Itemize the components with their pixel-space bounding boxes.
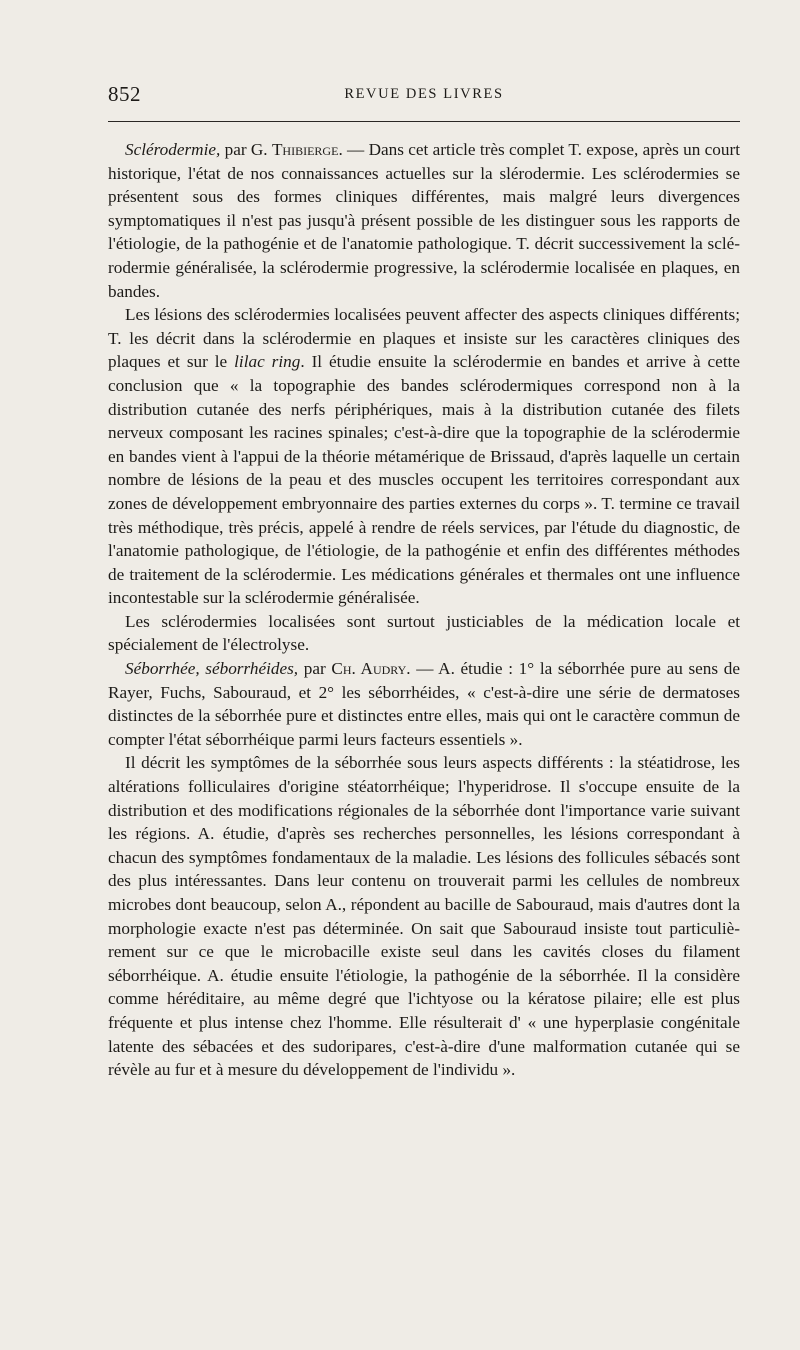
paragraph-text: . Il étudie ensuite la sclérodermie en bandes et arrive à cette conclusion que « la topographie des bandes sclérodermiques correspond non à la distribution cutanée des nerfs périphériques, mais à la distribution cutanée des filets nerveux composant les racines spinales; c'est-à-dire que la topographie de la sclérodermie en bandes vient à l'appui de la théorie métamérique de Brissaud, d'après laquelle un certain nombre de lésions de la peau et des muscles occupent les territoires correspondant aux zones de développement embryonnaire des parties externes du corps ». T. termine ce travail très méthodique, très précis, appelé à rendre de réels services, par l'étude du diagnostic, de l'anatomie pathologique, de l'étiologie, de la pathogénie et enfin des différentes méthodes de traitement de la sclérodermie. Les médications générales et thermales ont une influence incontestable sur la sclérodermie généralisée. bbox=[108, 352, 740, 608]
article-title: Séborrhée, séborrhéides, bbox=[125, 659, 299, 679]
paragraph-text: . — Dans cet article très complet T. expose, après un court historique, l'état de nos connaissances actuelles sur la slérodermie. Les sclérodermies se présentent sous des formes cliniques différentes, mais malgré leurs divergences symptomatiques il n'est pas jusqu'à présent possible de les distinguer sous les rapports de l'étiologie, de la pathogénie et de l'anatomie pathologique. T. décrit successivement la sclérodermie généralisée, la sclérodermie progressive, la sclérodermie localisée en plaques, en bandes. bbox=[108, 140, 740, 301]
article-author: Ch. Audry bbox=[331, 659, 407, 679]
article-author: Thibierge bbox=[271, 140, 339, 159]
paragraph-seborrhee-symptoms: Il décrit les symptômes de la séborrhée sous leurs aspects différents : la stéatidrose, les altérations folliculaires d'origine stéatorrhéique; l'hyperidrose. Il s'occupe ensuite de la distribution et des modifications régionales de la séborrhée dont l'importance varie suivant les régions. A. étudie, d'après ses recherches personnelles, les lésions correspondant à chacun des symptômes fondamentaux de la maladie. Les lésions des follicules sébacés sont des plus intéressantes. Dans leur contenu on trouverait parmi les cellules de nombreux microbes dont beaucoup, selon A., répondent au bacille de Sabouraud, mais d'autres dont la morphologie exacte n'est pas déterminée. On sait que Sabouraud insiste tout particulièrement sur ce que le microbacille existe seul dans les cavités closes du filament séborrhéique. A. étudie ensuite l'étiologie, la pathogénie de la séborrhée. Il la considère comme héréditaire, au même degré que l'ichtyose ou la kératose pilaire; elle est plus fréquente et plus intense chez l'homme. Elle résulterait d' « une hyperplasie congénitale latente des sébacées et des sudoripares, c'est-à-dire d'une malformation cutanée qui se révèle au fur et à mesure du développement de l'individu ». bbox=[108, 753, 740, 1080]
page-body bbox=[108, 138, 740, 1082]
page-number: 852 bbox=[108, 82, 141, 106]
byline-text: par G. bbox=[220, 140, 272, 159]
paragraph-sclerodermie-treatment: Les sclérodermies localisées sont surtout justiciables de la médication locale et spécialement de l'électrolyse. bbox=[108, 611, 740, 655]
article-title: Sclérodermie, bbox=[125, 140, 221, 159]
paragraph-sclerodermie-intro bbox=[108, 138, 740, 303]
paragraph-text: Les lésions des sclérodermies localisées peuvent affecter des aspects cliniques différents; T. les décrit dans la sclérodermie en plaques et insiste sur les caractères cliniques des plaques et sur le bbox=[108, 305, 740, 372]
header-rule bbox=[108, 121, 740, 122]
byline-text: par bbox=[298, 659, 332, 679]
paragraph-text: . — A. étudie : 1° la séborrhée pure au sens de Rayer, Fuchs, Sabouraud, et 2° les séborrhéides, « c'est-à-dire une série de dermatoses distinctes de la séborrhée pure et distinctes entre elles, mais qui ont le caractère commun de compter l'état séborrhéique parmi leurs facteurs essentiels ». bbox=[108, 659, 740, 749]
running-title: REVUE DES LIVRES bbox=[344, 86, 504, 102]
paragraph-sclerodermie-lesions bbox=[108, 303, 740, 610]
italic-term: lilac ring bbox=[234, 352, 301, 372]
page-header bbox=[108, 82, 740, 112]
paragraph-seborrhee-intro bbox=[108, 657, 740, 751]
